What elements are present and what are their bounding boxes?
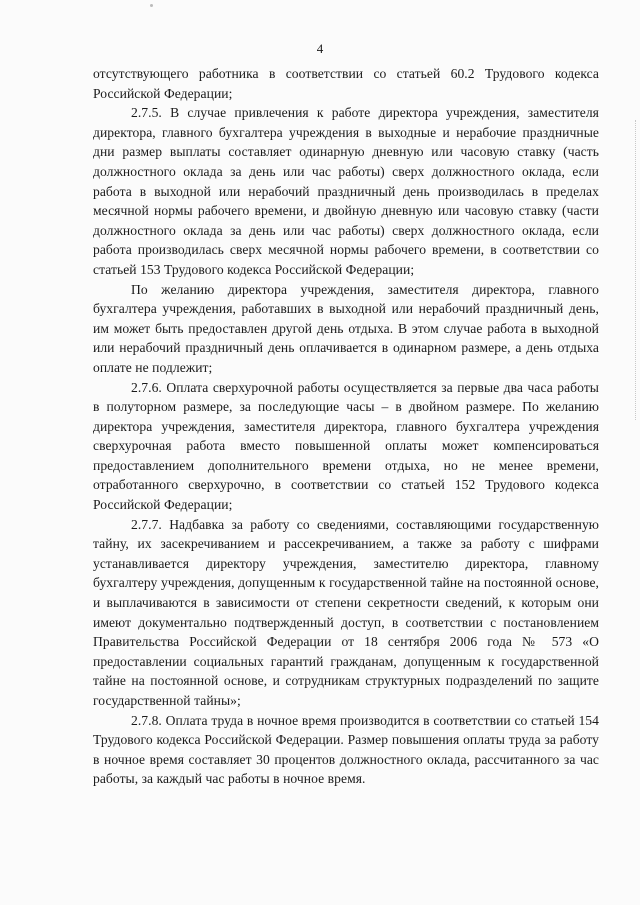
page-number: 4 bbox=[316, 41, 324, 56]
scan-edge-line bbox=[634, 120, 636, 420]
paragraph-2-7-7: 2.7.7. Надбавка за работу со сведениями, составляющими государственную тайну, их засекречиванием и рассекречиванием, а также за работу с шифрами устанавливается директору учреждения, заместителю директора, главному бухгалтеру учреждения, допущенным к государственной тайне на постоянной основе, и выплачиваются в зависимости от степени секретности сведений, к которым они имеют документально подтвержденный доступ, в соответствии с постановлением Правительства Российской Федерации от 18 сентября 2006 года № 573 «О предоставлении социальных гарантий гражданам, допущенным к государственной тайне на постоянной основе, и сотрудникам структурных подразделений по защите государственной тайны»; bbox=[93, 516, 599, 708]
paragraph-2-7-6: 2.7.6. Оплата сверхурочной работы осуществляется за первые два часа работы в полуторном размере, за последующие часы – в двойном размере. По желанию директора учреждения, заместителя директора, главного бухгалтера учреждения сверхурочная работа вместо повышенной оплаты может компенсироваться предоставлением дополнительного времени отдыха, но не менее времени, отработанного сверхурочно, в соответствии со статьей 152 Трудового кодекса Российской Федерации; bbox=[93, 379, 599, 513]
paragraph-2-7-8: 2.7.8. Оплата труда в ночное время производится в соответствии со статьей 154 Трудового кодекса Российской Федерации. Размер повышения оплаты труда за работу в ночное время составляет 30 процентов должностного оклада, рассчитанного за час работы, за каждый час работы в ночное время. bbox=[93, 712, 599, 787]
paragraph-day-off: По желанию директора учреждения, заместителя директора, главного бухгалтера учреждения, работавших в выходной или нерабочий праздничный день, им может быть предоставлен другой день отдыха. В этом случае работа в выходной или нерабочий праздничный день оплачивается в одинарном размере, а день отдыха оплате не подлежит; bbox=[93, 281, 599, 375]
scan-speck bbox=[150, 4, 153, 7]
paragraph-continuation: отсутствующего работника в соответствии со статьей 60.2 Трудового кодекса Российской Федерации; bbox=[93, 66, 599, 101]
paragraph-2-7-5: 2.7.5. В случае привлечения к работе директора учреждения, заместителя директора, главного бухгалтера учреждения в выходные и нерабочие праздничные дни размер выплаты составляет одинарную дневную или часовую ставку (часть должностного оклада за день или час работы) сверх должностного оклада, если работа в выходной или нерабочий праздничный день производилась в пределах месячной нормы рабочего времени, и двойную дневную или часовую ставку (части должностного оклада за день или час работы) сверх должностного оклада, если работа производилась сверх месячной нормы рабочего времени, в соответствии со статьей 153 Трудового кодекса Российской Федерации; bbox=[93, 105, 599, 277]
document-body bbox=[93, 64, 599, 789]
